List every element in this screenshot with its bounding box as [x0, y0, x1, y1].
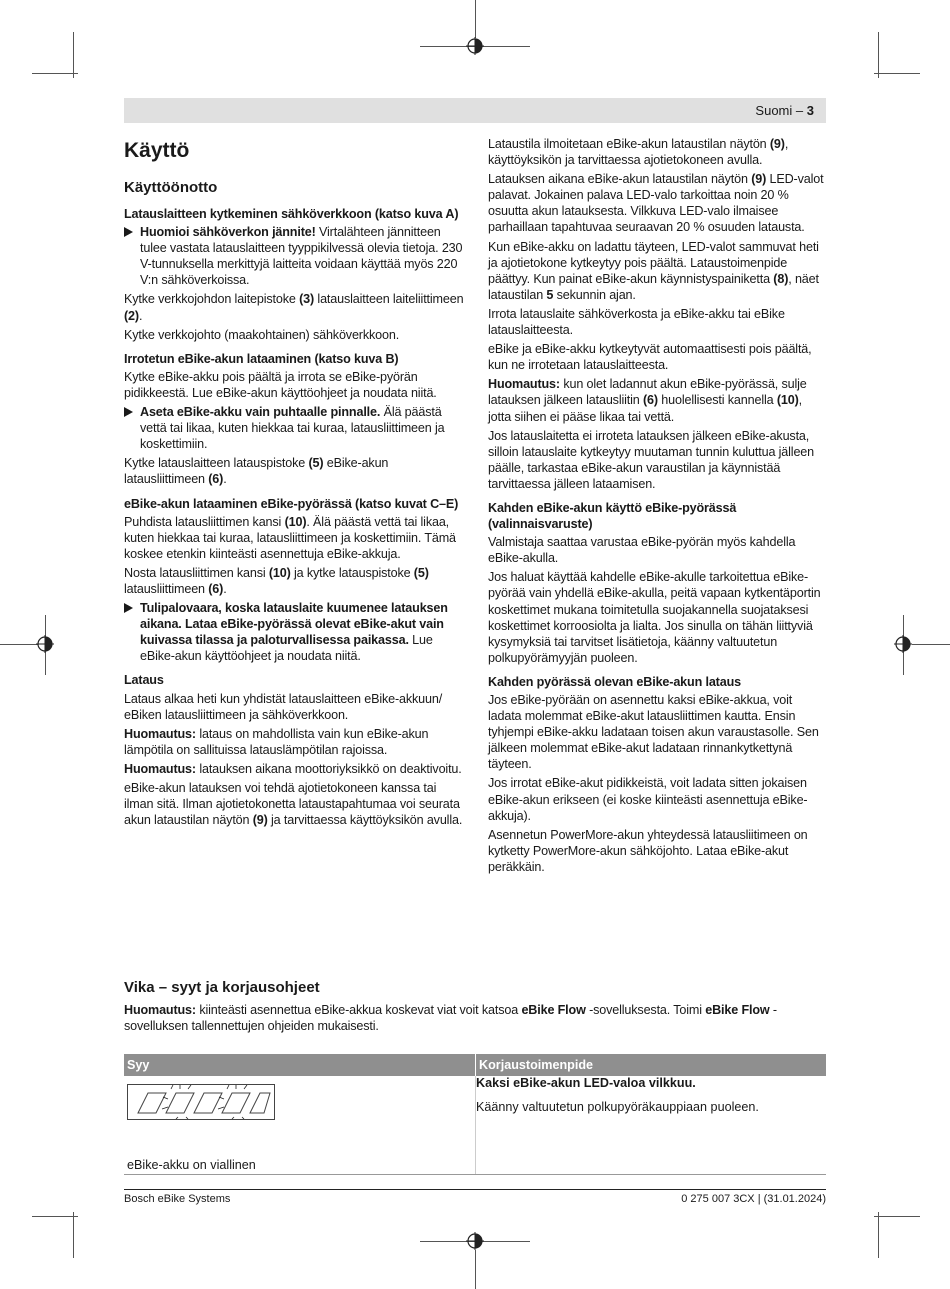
fault-table: [124, 1054, 826, 1175]
crop-mark: [874, 1216, 920, 1217]
paragraph: Jos irrotat eBike-akut pidikkeistä, voit ladata sitten jokaisen eBike-akun erikseen (ei koske kiinteästi asennettuja eBike-akkuja).: [488, 776, 808, 823]
page-header-label: [755, 103, 814, 118]
registration-mark-icon: [36, 635, 54, 653]
cause-cell: [124, 1076, 476, 1175]
paragraph: eBike ja eBike-akku kytkeytyvät automaattisesti pois päältä, kun ne irrotetaan latauslaitteesta.: [488, 342, 812, 373]
column-header-fix: Korjaustoimenpide: [476, 1054, 827, 1076]
paragraph: Puhdista latausliittimen kansi (10). Älä päästä vettä tai likaa, kuten hiekkaa tai kuraa, latausliittimeen ja koskettimiin. Tämä koskee etenkin kiinteästi asennettuja eBike-akkuja.: [124, 514, 456, 561]
paragraph: eBike-akun latauksen voi tehdä ajotietokoneen kanssa tai ilman sitä. Ilman ajotietokonetta lataustapahtumaa voi seurata akun lataustilan näytön (9) ja tarvittaessa käyttöyksikön avulla.: [124, 781, 463, 828]
heading-removed-battery: Irrotetun eBike-akun lataaminen (katso kuva B): [124, 351, 399, 366]
paragraph: Jos latauslaitetta ei irroteta latauksen jälkeen eBike-akusta, silloin latauslaite kytkeytyy muutaman tunnin kuluttua jälleen päälle, tarkastaa eBike-akun varaustilan ja käynnistää tarvittaessa jälleen lataamisen.: [488, 428, 815, 491]
crop-mark: [475, 0, 476, 38]
paragraph: Kytke eBike-akku pois päältä ja irrota se eBike-pyörän pidikkeestä. Lue eBike-akun käyttöohjeet ja noudata niitä.: [124, 369, 437, 400]
paragraph: Kytke verkkojohto (maakohtainen) sähköverkkoon.: [124, 327, 400, 342]
fault-note: Huomautus: kiinteästi asennettua eBike-akkua koskevat viat voit katsoa eBike Flow -sovelluksesta. Toimi eBike Flow -sovelluksen tallennettujen ohjeiden mukaisesti.: [124, 1003, 777, 1034]
paragraph: Irrota latauslaite sähköverkosta ja eBike-akku tai eBike latauslaitteesta.: [488, 306, 785, 338]
fix-symptom: Kaksi eBike-akun LED-valoa vilkkuu.: [476, 1076, 696, 1090]
warning-bullet: Aseta eBike-akku vain puhtaalle pinnalle. Älä päästä vettä tai likaa, kuten hiekkaa tai kuraa, latausliittimeen ja koskettimiin.: [124, 404, 464, 452]
heading-dual-battery: Kahden eBike-akun käyttö eBike-pyörässä (valinnaisvaruste): [488, 500, 737, 532]
table-header-row: [124, 1054, 826, 1076]
paragraph: Nosta latausliittimen kansi (10) ja kytke latauspistoke (5) latausliittimeen (6).: [124, 565, 429, 596]
crop-mark: [73, 1212, 74, 1258]
paragraph: Kun eBike-akku on ladattu täyteen, LED-valot sammuvat heti ja ajotietokone kytkeytyy pois päältä. Lataustoimenpide päättyy. Kun painat eBike-akun käynnistyspainiketta (8), näet lataustilan 5 sekunnin ajan.: [488, 239, 819, 302]
bullet-triangle-icon: [124, 407, 133, 417]
heading-battery-on-bike: eBike-akun lataaminen eBike-pyörässä (katso kuvat C–E): [124, 496, 459, 511]
battery-led-indicator-icon: [127, 1084, 275, 1120]
paragraph: Jos haluat käyttää kahdelle eBike-akulle tarkoitettua eBike-pyörää vain yhdellä eBike-akulla, peitä vapaan kytkentäportin koskettimet mukana toimitetulla suojakannella suojataksesi koskettimet korroosiolta ja lialta. Jos sinulla on tähän liittyviä kysymyksiä tai tarvitset lisätietoja, käänny valtuutetun polkupyörämyyjän puoleen.: [488, 570, 821, 665]
footer-rule: [124, 1189, 826, 1190]
paragraph: Lataustila ilmoitetaan eBike-akun lataustilan näytön (9), käyttöyksikön ja tarvittaessa ajotietokoneen avulla.: [488, 137, 789, 168]
note: Huomautus: latauksen aikana moottoriyksikkö on deaktivoitu.: [124, 761, 462, 776]
bullet-triangle-icon: [124, 603, 133, 613]
crop-mark: [912, 644, 950, 645]
crop-mark: [878, 1212, 879, 1258]
heading-connect-charger: Latauslaitteen kytkeminen sähköverkkoon (katso kuva A): [124, 207, 459, 221]
paragraph: Lataus alkaa heti kun yhdistät latauslaitteen eBike-akkuun/ eBiken latausliittimeen ja sähköverkkoon.: [124, 691, 443, 722]
crop-mark: [32, 1216, 78, 1217]
note: Huomautus: kun olet ladannut akun eBike-pyörässä, sulje latauksen jälkeen latausliitin (6) huolellisesti kannella (10), jotta siihen ei pääse likaa tai vettä.: [488, 377, 807, 424]
crop-mark: [475, 1250, 476, 1289]
paragraph: Kytke verkkojohdon laitepistoke (3) latauslaitteen laiteliittimeen (2).: [124, 292, 464, 323]
crop-mark: [0, 644, 38, 645]
fix-cell: [476, 1076, 827, 1175]
fault-section: [124, 980, 826, 1034]
paragraph: Valmistaja saattaa varustaa eBike-pyörän myös kahdella eBike-akulla.: [488, 535, 796, 566]
heading-charging: Lataus: [124, 673, 164, 688]
warning-bullet: Tulipalovaara, koska latauslaite kuumenee latauksen aikana. Lataa eBike-pyörässä olevat eBike-akut vain kuivassa tilassa ja paloturvallisessa paikassa. Lue eBike-akun käyttöohjeet ja noudata niitä.: [124, 600, 464, 664]
page-number: 3: [806, 103, 814, 118]
warning-bullet: Huomioi sähköverkon jännite! Virtalähteen jännitteen tulee vastata latauslaitteen tyyppikilvessä olevia tietoja. 230 V-tunnuksella merkittyjä laitteita voidaan käyttää myös 220 V:n sähköverkoissa.: [124, 224, 464, 288]
footer-company: Bosch eBike Systems: [124, 1193, 231, 1205]
subsection-title: Käyttöönotto: [124, 179, 218, 196]
paragraph: Kytke latauslaitteen latauspistoke (5) eBike-akun latausliittimeen (6).: [124, 456, 389, 487]
crop-mark: [878, 32, 879, 78]
fault-heading: Vika – syyt ja korjausohjeet: [124, 979, 320, 996]
left-column: [124, 138, 464, 831]
note: Huomautus: lataus on mahdollista vain kun eBike-akun lämpötila on sallituissa latauslämpötilan rajoissa.: [124, 726, 429, 757]
registration-mark-icon: [894, 635, 912, 653]
crop-mark: [874, 73, 920, 74]
header-separator: –: [795, 103, 804, 118]
crop-mark: [73, 32, 74, 78]
section-title: Käyttö: [124, 139, 190, 162]
paragraph: Latauksen aikana eBike-akun lataustilan näytön (9) LED-valot palavat. Jokainen palava LED-valo tarkoittaa noin 20 % osuutta akun latauksesta. Vilkkuva LED-valo ilmaisee parhaillaan tapahtuvaa seuraavan 20 % osuuden latausta.: [488, 172, 824, 235]
paragraph: Jos eBike-pyörään on asennettu kaksi eBike-akkua, voit ladata molemmat eBike-akut latausliittimen kautta. Ensin tyhjempi eBike-akku ladataan toisen akun varaustasolle. Sen jälkeen molemmat eBike-akut ladataan rinnankytkettynä täyteen.: [488, 693, 819, 772]
column-header-cause: Syy: [124, 1054, 476, 1076]
right-column: [488, 136, 824, 878]
registration-mark-icon: [466, 1232, 484, 1250]
paragraph: Asennetun PowerMore-akun yhteydessä latausliitimeen on kytketty PowerMore-akun sähköjohto. Lataa eBike-akut peräkkäin.: [488, 827, 808, 874]
heading-dual-charging: Kahden pyörässä olevan eBike-akun lataus: [488, 674, 741, 689]
header-language: Suomi: [755, 103, 793, 118]
cause-text: eBike-akku on viallinen: [127, 1158, 256, 1172]
table-row: [124, 1076, 826, 1175]
crop-mark: [32, 73, 78, 74]
bullet-triangle-icon: [124, 227, 133, 237]
page-header: [124, 98, 826, 123]
fix-action: Käänny valtuutetun polkupyöräkauppiaan puoleen.: [476, 1100, 759, 1114]
registration-mark-icon: [466, 37, 484, 55]
footer-doc-id: 0 275 007 3CX | (31.01.2024): [681, 1193, 826, 1205]
